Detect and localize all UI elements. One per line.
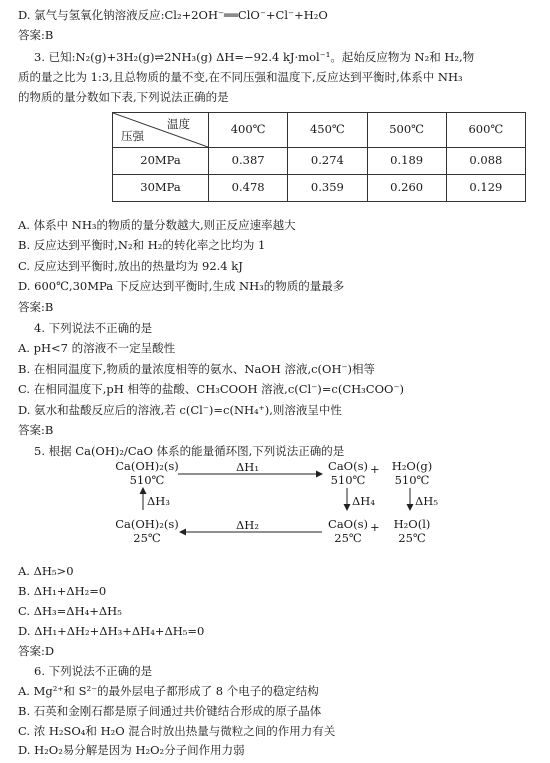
temp-header: 450℃ <box>288 113 367 148</box>
q3-option-c: C. 反应达到平衡时,放出的热量均为 92.4 kJ <box>18 259 243 273</box>
q4-stem: 4. 下列说法不正确的是 <box>34 321 153 335</box>
species-top-right: H₂O(g) 510℃ <box>391 459 433 488</box>
label-h5: ΔH₅ <box>415 494 438 508</box>
species-top-left: Ca(OH)₂(s) 510℃ <box>115 459 179 488</box>
temp-header: 600℃ <box>446 113 525 148</box>
pressure-cell: 20MPa <box>113 148 209 175</box>
answer-q3: 答案:B <box>18 300 54 314</box>
q5-option-d: D. ΔH₁+ΔH₂+ΔH₃+ΔH₄+ΔH₅=0 <box>18 624 205 638</box>
q6-option-b: B. 石英和金刚石都是原子间通过共价键结合形成的原子晶体 <box>18 704 322 718</box>
species-top-middle: CaO(s) 510℃ <box>328 459 368 488</box>
species-bottom-left: Ca(OH)₂(s) 25℃ <box>115 517 179 546</box>
q3-stem-line1: 3. 已知:N₂(g)+3H₂(g)⇌2NH₃(g) ΔH=−92.4 kJ·mol⁻¹。起始反应物为 N₂和 H₂,物 <box>34 50 475 64</box>
q3-option-d: D. 600℃,30MPa 下反应达到平衡时,生成 NH₃的物质的量最多 <box>18 279 345 293</box>
value-cell: 0.387 <box>209 148 288 175</box>
plus-bottom: + <box>370 520 380 534</box>
q6-option-c: C. 浓 H₂SO₄和 H₂O 混合时放出热量与微粒之间的作用力有关 <box>18 724 336 738</box>
value-cell: 0.478 <box>209 175 288 202</box>
temp-header: 400℃ <box>209 113 288 148</box>
q6-stem: 6. 下列说法不正确的是 <box>34 664 153 678</box>
q6-option-a: A. Mg²⁺和 S²⁻的最外层电子都形成了 8 个电子的稳定结构 <box>18 684 319 698</box>
value-cell: 0.274 <box>288 148 367 175</box>
value-cell: 0.359 <box>288 175 367 202</box>
pressure-cell: 30MPa <box>113 175 209 202</box>
q5-option-b: B. ΔH₁+ΔH₂=0 <box>18 584 107 598</box>
value-cell: 0.129 <box>446 175 525 202</box>
q5-option-c: C. ΔH₃=ΔH₄+ΔH₅ <box>18 604 122 618</box>
value-cell: 0.260 <box>367 175 446 202</box>
q5-stem: 5. 根据 Ca(OH)₂/CaO 体系的能量循环图,下列说法正确的是 <box>34 444 345 458</box>
species-bottom-middle: CaO(s) 25℃ <box>328 517 368 546</box>
q5-option-a: A. ΔH₅>0 <box>18 564 74 578</box>
label-h4: ΔH₄ <box>352 494 375 508</box>
q3-option-a: A. 体系中 NH₃的物质的量分数越大,则正反应速率越大 <box>18 218 296 232</box>
label-h1: ΔH₁ <box>236 460 259 474</box>
q3-stem-line2: 质的量之比为 1:3,且总物质的量不变,在不同压强和温度下,反应达到平衡时,体系中 NH₃ <box>18 70 463 84</box>
answer-q5: 答案:D <box>18 644 55 658</box>
q4-option-c: C. 在相同温度下,pH 相等的盐酸、CH₃COOH 溶液,c(Cl⁻)=c(CH₃COO⁻) <box>18 382 405 396</box>
q4-option-d: D. 氨水和盐酸反应后的溶液,若 c(Cl⁻)=c(NH₄⁺),则溶液呈中性 <box>18 403 342 417</box>
prev-option-d: D. 氯气与氢氧化钠溶液反应:Cl₂+2OH⁻══ClO⁻+Cl⁻+H₂O <box>18 8 328 22</box>
value-cell: 0.088 <box>446 148 525 175</box>
temp-header: 500℃ <box>367 113 446 148</box>
q4-option-b: B. 在相同温度下,物质的量浓度相等的氨水、NaOH 溶液,c(OH⁻)相等 <box>18 362 376 376</box>
q3-option-b: B. 反应达到平衡时,N₂和 H₂的转化率之比均为 1 <box>18 238 266 252</box>
label-h3: ΔH₃ <box>147 494 170 508</box>
value-cell: 0.189 <box>367 148 446 175</box>
label-h2: ΔH₂ <box>236 518 259 532</box>
answer-q4: 答案:B <box>18 423 54 437</box>
corner-pressure-label: 压强 <box>121 128 144 143</box>
plus-top: + <box>370 462 380 476</box>
species-bottom-right: H₂O(l) 25℃ <box>393 517 431 546</box>
corner-temperature-label: 温度 <box>167 117 190 131</box>
q6-option-d: D. H₂O₂易分解是因为 H₂O₂分子间作用力弱 <box>18 743 245 757</box>
q4-option-a: A. pH<7 的溶液不一定呈酸性 <box>18 341 176 355</box>
answer-prev: 答案:B <box>18 28 54 42</box>
q3-stem-line3: 的物质的量分数如下表,下列说法正确的是 <box>18 90 229 104</box>
